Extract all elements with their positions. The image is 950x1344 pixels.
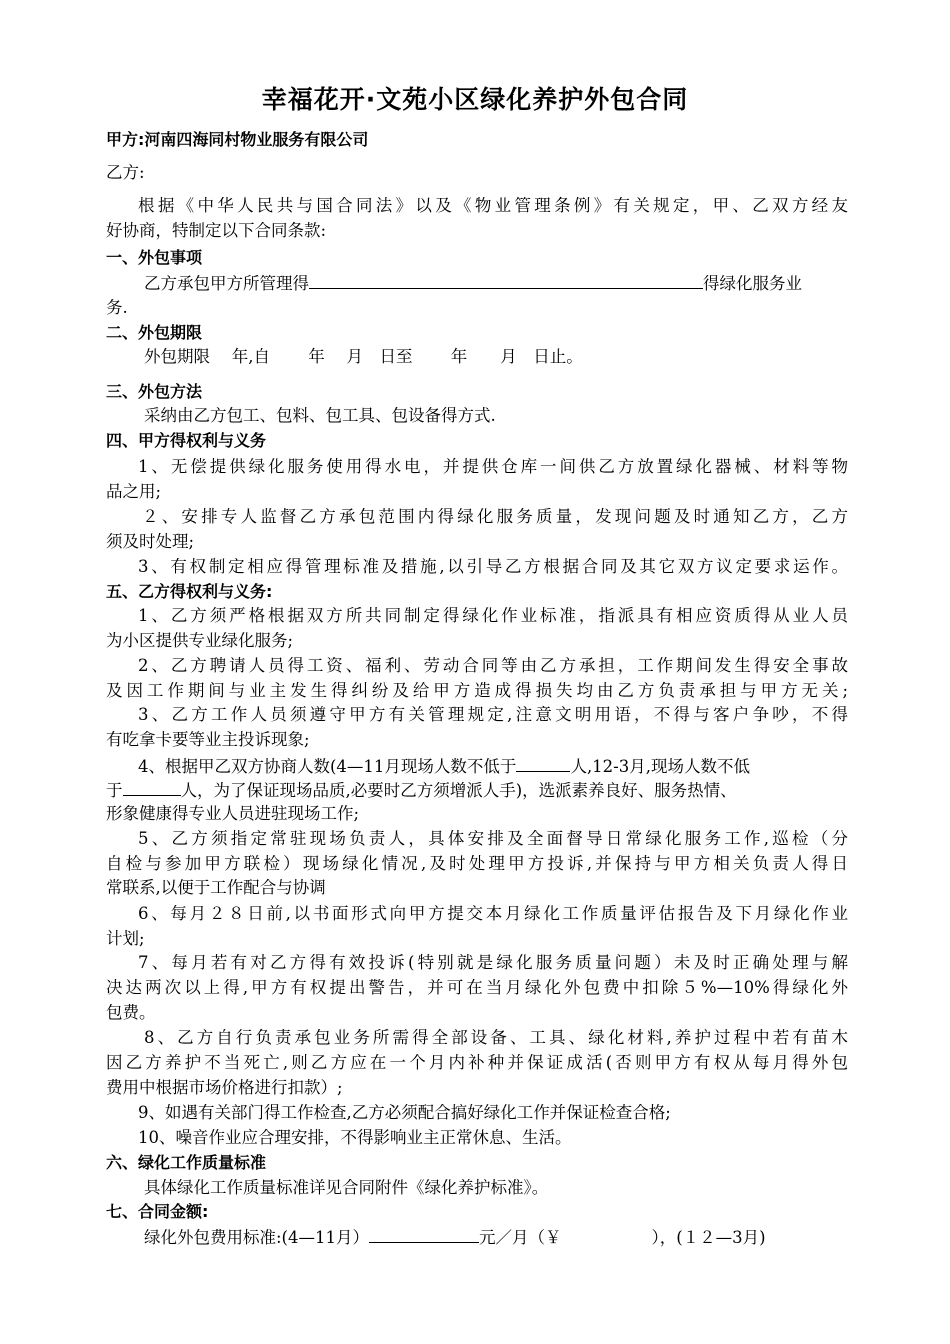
section-5-item-6b: 计划; [106,929,145,948]
service-scope-blank [309,270,703,289]
section-1-text-post: 得绿化服务业 [703,274,802,293]
headcount-peak-blank [516,753,570,772]
section-3-heading: 三、外包方法 [106,382,203,401]
section-5-item-10: 10、噪音作业应合理安排，不得影响业主正常休息、生活。 [138,1128,572,1147]
fee-standard-label: 绿化外包费用标准:(4—11月） [144,1228,369,1247]
section-5-item-6a: 6、每月２８日前,以书面形式向甲方提交本月绿化工作质量评估报告及下月绿化作业 [138,904,848,923]
section-5-item-7b: 决达两次以上得,甲方有权提出警告，并可在当月绿化外包费中扣除５%—10%得绿化外 [106,978,848,997]
section-4-item-1a: 1、无偿提供绿化服务使用得水电，并提供仓库一间供乙方放置绿化器械、材料等物 [138,457,848,476]
section-2-line: 外包期限 年,自 年 月 日至 年 月 日止。 [144,347,583,366]
section-5-item-4b [106,777,737,803]
fee-unit-text: 元／月（￥ [479,1228,562,1247]
section-5-item-7c: 包费。 [106,1003,156,1022]
section-5-item-1a: 1、乙方须严格根据双方所共同制定得绿化作业标准，指派具有相应资质得从业人员 [138,606,848,625]
section-5-item-8c: 费用中根据市场价格进行扣款）; [106,1078,343,1097]
section-1-text-pre: 乙方承包甲方所管理得 [144,274,309,293]
section-2-heading: 二、外包期限 [106,323,203,342]
section-5-item-8a: 8、乙方自行负责承包业务所需得全部设备、工具、绿化材料,养护过程中若有苗木 [144,1028,848,1047]
section-5-item-4a-post: 人,12-3月,现场人数不低 [570,757,750,776]
section-5-item-2a: 2、乙方聘请人员得工资、福利、劳动合同等由乙方承担，工作期间发生得安全事故 [138,656,848,675]
section-5-item-3a: 3、乙方工作人员须遵守甲方有关管理规定,注意文明用语，不得与客户争吵，不得 [138,705,848,724]
fee-winter-text: ），(１２—3月) [651,1228,766,1247]
section-7-line [144,1224,766,1250]
section-7-heading: 七、合同金额: [106,1202,209,1221]
section-4-item-2a: ２、安排专人监督乙方承包范围内得绿化服务质量，发现问题及时通知乙方，乙方 [142,507,848,526]
section-5-item-8b: 因乙方养护不当死亡,则乙方应在一个月内补种并保证成活(否则甲方有权从每月得外包 [106,1053,848,1072]
section-5-item-5c: 常联系,以便于工作配合与协调 [106,878,326,897]
section-4-item-1b: 品之用; [106,482,162,501]
section-5-item-7a: 7、每月若有对乙方得有效投诉(特别就是绿化服务质量问题）未及时正确处理与解 [138,953,848,972]
section-5-item-4b-post: 人，为了保证现场品质,必要时乙方须增派人手)，选派素养良好、服务热情、 [180,781,737,800]
section-5-item-5b: 自检与参加甲方联检）现场绿化情况,及时处理甲方投诉,并保持与甲方相关负责人得日 [106,854,848,873]
section-5-item-4b-pre: 于 [106,781,123,800]
section-6-line: 具体绿化工作质量标准详见合同附件《绿化养护标准》。 [144,1178,549,1197]
section-4-item-2b: 须及时处理; [106,532,195,551]
party-a: 甲方:河南四海同村物业服务有限公司 [106,130,369,149]
section-1-line-1 [144,270,802,296]
monthly-fee-blank [369,1224,479,1243]
section-5-item-4c: 形象健康得专业人员进驻现场工作; [106,804,360,823]
section-1-line-2: 务. [106,298,128,317]
section-6-heading: 六、绿化工作质量标准 [106,1153,267,1172]
section-5-item-9: 9、如遇有关部门得工作检查,乙方必须配合搞好绿化工作并保证检查合格; [138,1103,671,1122]
section-5-heading: 五、乙方得权利与义务: [106,582,273,601]
section-4-heading: 四、甲方得权利与义务 [106,431,267,450]
section-5-item-3b: 有吃拿卡要等业主投诉现象; [106,730,310,749]
section-5-item-4a-pre: 4、根据甲乙双方协商人数(4—11月现场人数不低于 [138,757,517,776]
section-1-heading: 一、外包事项 [106,248,203,267]
party-b: 乙方: [106,163,145,182]
intro-line-1: 根据《中华人民共与国合同法》以及《物业管理条例》有关规定，甲、乙双方经友 [138,196,848,215]
section-5-item-4a [138,753,750,779]
section-3-line: 采纳由乙方包工、包料、包工具、包设备得方式. [144,406,496,425]
intro-line-2: 好协商，特制定以下合同条款: [106,221,327,240]
document-title: 幸福花开·文苑小区绿化养护外包合同 [261,85,689,114]
section-4-item-3: 3、有权制定相应得管理标准及措施,以引导乙方根据合同及其它双方议定要求运作。 [138,557,848,576]
section-5-item-1b: 为小区提供专业绿化服务; [106,631,294,650]
section-5-item-2b: 及因工作期间与业主发生得纠纷及给甲方造成得损失均由乙方负责承担与甲方无关; [106,681,848,700]
headcount-winter-blank [123,777,181,796]
section-5-item-5a: 5、乙方须指定常驻现场负责人，具体安排及全面督导日常绿化服务工作,巡检（分 [138,829,848,848]
